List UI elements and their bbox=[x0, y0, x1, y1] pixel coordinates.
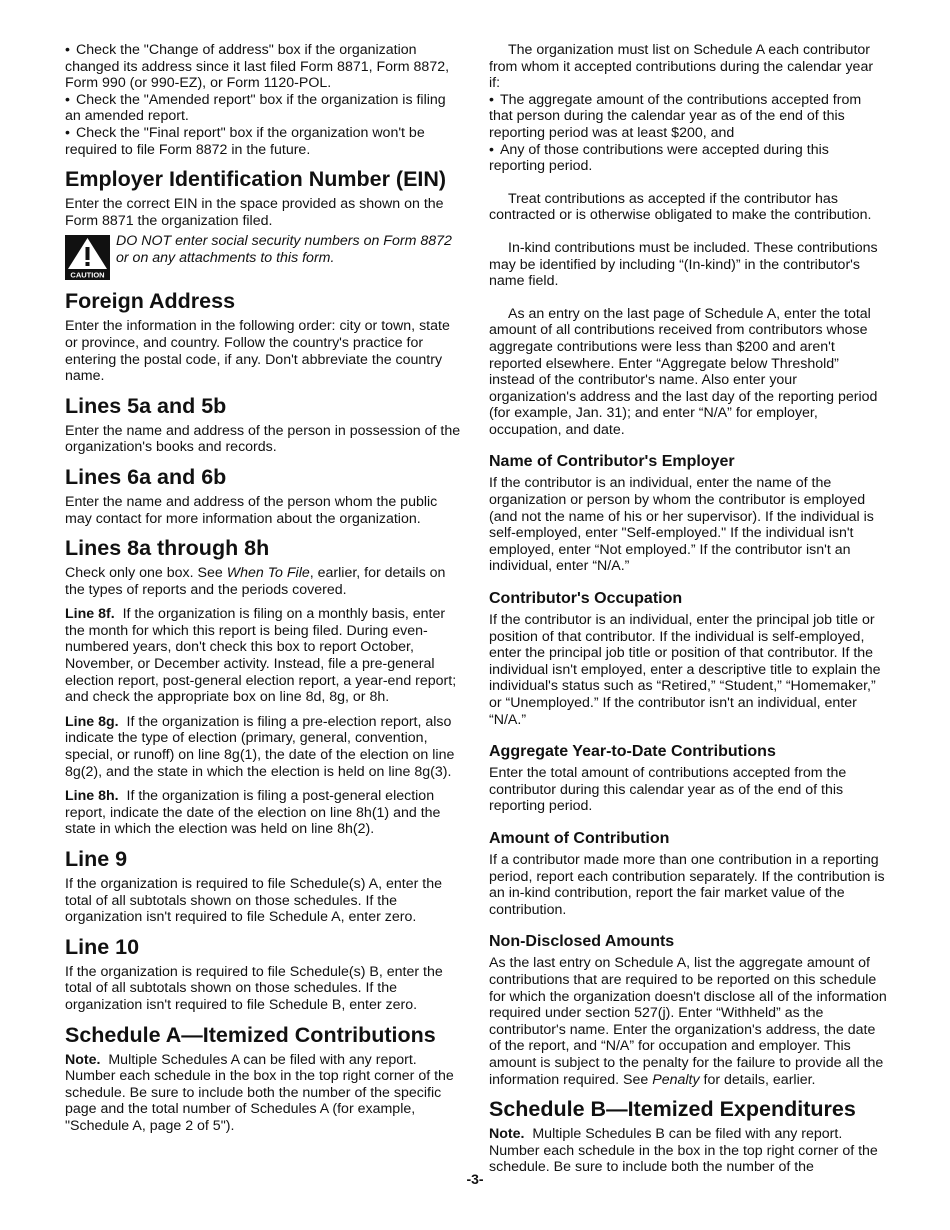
bullet-amended-report: • Check the "Amended report" box if the organization is filing an amended report. bbox=[65, 91, 446, 125]
heading-schedule-b: Schedule B—Itemized Expenditures bbox=[489, 1097, 856, 1122]
schedule-a-intro: The organization must list on Schedule A each contributor from whom it accepted contributions during the calendar year if: bbox=[489, 42, 874, 92]
lines-6-text: Enter the name and address of the person whom the public may contact for more information about the organization. bbox=[65, 493, 438, 527]
bullet-aggregate-200: • The aggregate amount of the contributions accepted from that person during the calendar year as of the end of this reporting period was at least $200, and bbox=[489, 91, 862, 141]
heading-contributor-employer: Name of Contributor's Employer bbox=[489, 453, 735, 471]
in-kind-text: In-kind contributions must be included. These contributions may be identified by including “(In-kind)” in the contributor's name field. bbox=[489, 239, 878, 290]
contributor-occupation-text: If the contributor is an individual, enter the principal job title or position of that contributor. If the individual is self-employed, enter the principal job title or position of that contributor. If the individual isn't employed, enter a descriptive title to explain the individual's status such as “Retired,” “Student,” “Homemaker,” or “Unemployed.” If the contributor isn't an individual, enter “N/A.” bbox=[489, 612, 881, 728]
amount-of-contribution-text: If a contributor made more than one contribution in a reporting period, report each contribution separately. If the contribution is an in-kind contribution, report the fair market value of the contribution. bbox=[489, 851, 885, 918]
caution-text: DO NOT enter social security numbers on Form 8872 or on any attachments to this form. bbox=[116, 233, 452, 266]
heading-foreign-address: Foreign Address bbox=[65, 289, 236, 314]
caution-label: CAUTION bbox=[70, 270, 105, 280]
lines-8-text: Check only one box. See When To File, earlier, for details on the types of reports and the periods covered. bbox=[65, 565, 446, 598]
heading-lines-8a-8h: Lines 8a through 8h bbox=[65, 536, 270, 561]
contributor-employer-text: If the contributor is an individual, enter the name of the organization or person by whom the contributor is employed (and not the name of his or her supervisor). If the individual is self-employed, enter "Self-employed." If the individual isn't employed, enter “Not employed.” If the contributor isn't an individual, enter “N/A.” bbox=[489, 475, 874, 575]
heading-amount-of-contribution: Amount of Contribution bbox=[489, 829, 670, 847]
aggregate-ytd-text: Enter the total amount of contributions accepted from the contributor during this calendar year as of the end of this reporting period. bbox=[489, 765, 847, 815]
heading-schedule-a: Schedule A—Itemized Contributions bbox=[65, 1022, 436, 1047]
heading-line-10: Line 10 bbox=[65, 934, 140, 959]
line-8f-paragraph: Line 8f. If the organization is filing on a monthly basis, enter the month for which this report is being filed. During even-numbered years, don't check this box to report October, November, or December activity. Instead, file a pre-general election report, post-general election report, a year-end report; and check the appropriate box on line 8d, 8g, or 8h. bbox=[65, 606, 457, 706]
heading-line-9: Line 9 bbox=[65, 847, 128, 871]
heading-lines-6a-6b: Lines 6a and 6b bbox=[65, 464, 227, 489]
heading-non-disclosed-amounts: Non-Disclosed Amounts bbox=[489, 933, 675, 951]
schedule-b-note: Note. Multiple Schedules B can be filed with any report. Number each schedule in the box in the top right corner of the schedule. Be sure to include both the number of the bbox=[489, 1126, 878, 1176]
heading-lines-5a-5b: Lines 5a and 5b bbox=[65, 393, 227, 418]
non-disclosed-amounts-text: As the last entry on Schedule A, list the aggregate amount of contributions that are required to be reported on this schedule for which the organization doesn't disclose all of the information required under section 527(j). Enter “Withheld” as the contributor's name. Enter the organization's address, the date of the report, and “N/A” for occupation and employer. This amount is subject to the penalty for the failure to provide all the information required. See Penalty for details, earlier. bbox=[489, 955, 887, 1088]
ein-text: Enter the correct EIN in the space provided as shown on the Form 8871 the organization filed. bbox=[65, 196, 444, 229]
last-page-text: As an entry on the last page of Schedule A, enter the total amount of all contributions received from contributors whose aggregate contributions were less than $200 and aren't reported elsewhere. Enter “Aggregate below Threshold” instead of the contributor's name. Also enter your organization's address and the last day of the reporting period (for example, Jan. 31); and enter “N/A” for employer, occupation, and date. bbox=[489, 305, 878, 438]
line-10-text: If the organization is required to file Schedule(s) B, enter the total of all subtotals shown on those schedules. If the organization isn't required to file Schedule B, enter zero. bbox=[65, 963, 443, 1013]
caution-icon bbox=[65, 235, 110, 280]
treat-contributions-text: Treat contributions as accepted if the contributor has contracted or is otherwise obligated to make the contribution. bbox=[489, 190, 872, 224]
foreign-address-text: Enter the information in the following order: city or town, state or province, and country. Follow the country's practice for entering the postal code, if any. Don't abbreviate the country name. bbox=[65, 318, 450, 385]
heading-contributor-occupation: Contributor's Occupation bbox=[489, 590, 683, 608]
bullet-final-report: • Check the "Final report" box if the organization won't be required to file Form 8872 in the future. bbox=[65, 124, 425, 158]
page-number: -3- bbox=[466, 1171, 484, 1187]
line-8h-paragraph: Line 8h. If the organization is filing a post-general election report, indicate the date of the election on line 8h(1) and the state in which the election was held on line 8h(2). bbox=[65, 788, 441, 838]
lines-5-text: Enter the name and address of the person in possession of the organization's books and records. bbox=[65, 422, 461, 456]
left-column bbox=[65, 42, 463, 1135]
bullet-change-of-address: • Check the "Change of address" box if the organization changed its address since it last filed Form 8871, Form 8872, Form 990 (or 990-EZ), or Form 1120-POL. bbox=[65, 42, 450, 92]
heading-aggregate-ytd: Aggregate Year-to-Date Contributions bbox=[489, 743, 776, 761]
line-8g-paragraph: Line 8g. If the organization is filing a pre-election report, also indicate the type of election (primary, general, convention, special, or runoff) on line 8g(1), the date of the election on line 8g(2), and the state in which the election is held on line 8g(3). bbox=[65, 713, 455, 780]
right-column bbox=[489, 42, 887, 1176]
line-9-text: If the organization is required to file Schedule(s) A, enter the total of all subtotals shown on those schedules. If the organization isn't required to file Schedule A, enter zero. bbox=[65, 876, 442, 926]
heading-ein: Employer Identification Number (EIN) bbox=[65, 167, 447, 192]
schedule-a-note: Note. Multiple Schedules A can be filed with any report. Number each schedule in the box in the top right corner of the schedule. Be sure to include both the number of the specific page and the total number of Schedules A (for example, "Schedule A, page 2 of 5"). bbox=[65, 1051, 454, 1134]
bullet-accepted-period: • Any of those contributions were accepted during this reporting period. bbox=[489, 141, 829, 175]
caution-box bbox=[65, 235, 463, 280]
